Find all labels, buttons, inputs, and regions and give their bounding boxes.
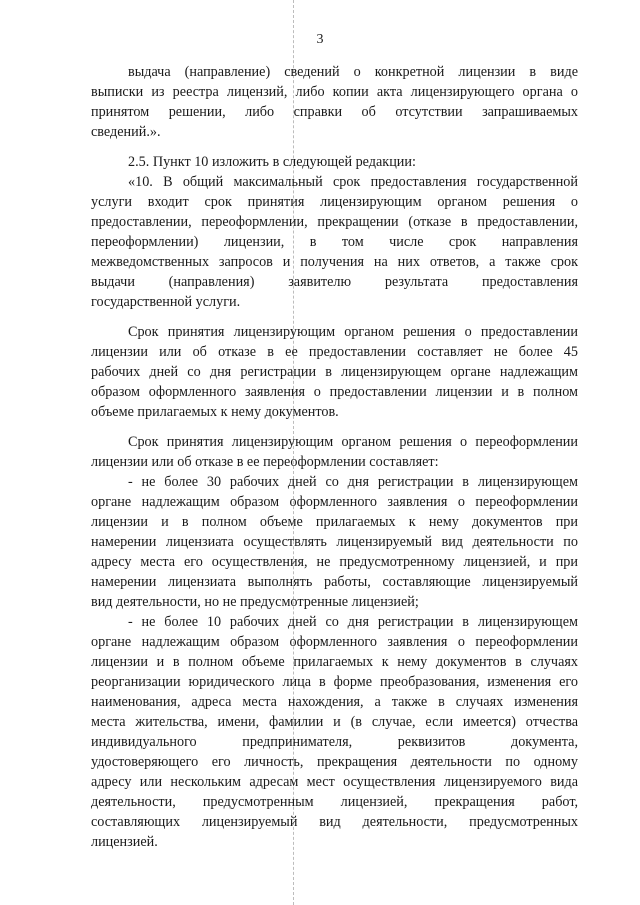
- text-line: 2.5. Пункт 10 изложить в следующей редакции:: [128, 154, 416, 170]
- text-line: - не более 10 рабочих дней со дня регистрации в лицензирующем: [128, 614, 578, 630]
- text-line: органе надлежащим образом оформленного заявления о переоформлении: [91, 494, 578, 510]
- text-line: адресу или нескольким адресам мест осуществления лицензируемого вида: [91, 774, 578, 790]
- text-line: «10. В общий максимальный срок предоставления государственной: [128, 174, 578, 190]
- text-line: лицензии или об отказе в ее переоформлении составляет:: [91, 454, 439, 470]
- text-line: выписки из реестра лицензий, либо копии акта лицензирующего органа о: [91, 84, 578, 100]
- text-line: лицензии и в полном объеме прилагаемых к нему документов в случаях: [91, 654, 578, 670]
- text-line: услуги входит срок принятия лицензирующим органом решения о: [91, 194, 578, 210]
- text-line: лицензии или об отказе в ее предоставлении составляет не более 45: [91, 344, 578, 360]
- paragraph-gap: [91, 423, 578, 433]
- paragraph-gap: [91, 143, 578, 153]
- text-line: составляющих лицензируемый вид деятельности, предусмотренных: [91, 814, 578, 830]
- text-line: выдачи (направления) заявителю результата предоставления: [91, 274, 578, 290]
- text-line: места жительства, имени, фамилии и (в случае, если имеется) отчества: [91, 714, 578, 730]
- text-line: адресу места его осуществления, не предусмотренному лицензией, и при: [91, 554, 578, 570]
- paragraph-gap: [91, 313, 578, 323]
- text-line: государственной услуги.: [91, 294, 241, 310]
- text-line: реорганизации юридического лица в форме преобразования, изменения его: [91, 674, 578, 690]
- text-line: - не более 30 рабочих дней со дня регистрации в лицензирующем: [128, 474, 578, 490]
- text-line: органе надлежащим образом оформленного заявления о переоформлении: [91, 634, 578, 650]
- page-number: 3: [316, 32, 324, 47]
- text-line: объеме прилагаемых к нему документов.: [91, 404, 339, 420]
- text-line: удостоверяющего его личность, прекращения деятельности по одному: [91, 754, 578, 770]
- text-line: индивидуального предпринимателя, реквизитов документа,: [91, 734, 578, 750]
- text-line: намерении лицензиата осуществлять лицензируемый вид деятельности по: [91, 534, 578, 550]
- text-line: сведений.».: [91, 124, 161, 140]
- text-line: принятом решении, либо справки об отсутствии запрашиваемых: [91, 104, 578, 120]
- text-line: наименования, адреса места нахождения, а также в случаях изменения: [91, 694, 578, 710]
- text-line: Срок принятия лицензирующим органом решения о переоформлении: [128, 434, 578, 450]
- text-line: межведомственных запросов и получения на них ответов, а также срок: [91, 254, 578, 270]
- text-line: вид деятельности, но не предусмотренные лицензией;: [91, 594, 419, 610]
- text-line: намерении лицензиата выполнять работы, составляющие лицензируемый: [91, 574, 578, 590]
- text-line: выдача (направление) сведений о конкретной лицензии в виде: [128, 64, 578, 80]
- text-line: лицензии и в полном объеме прилагаемых к нему документов при: [91, 514, 578, 530]
- text-line: деятельности, предусмотренным лицензией, прекращения работ,: [91, 794, 578, 810]
- text-line: образом оформленного заявления о предоставлении лицензии и в полном: [91, 384, 578, 400]
- text-line: переоформлении) лицензии, в том числе срок направления: [91, 234, 578, 250]
- text-line: предоставлении, переоформлении, прекращении (отказе в предоставлении,: [91, 214, 578, 230]
- text-line: лицензией.: [91, 834, 158, 850]
- document-body: [91, 63, 578, 853]
- text-line: Срок принятия лицензирующим органом решения о предоставлении: [128, 324, 578, 340]
- text-line: рабочих дней со дня регистрации в лицензирующем органе надлежащим: [91, 364, 578, 380]
